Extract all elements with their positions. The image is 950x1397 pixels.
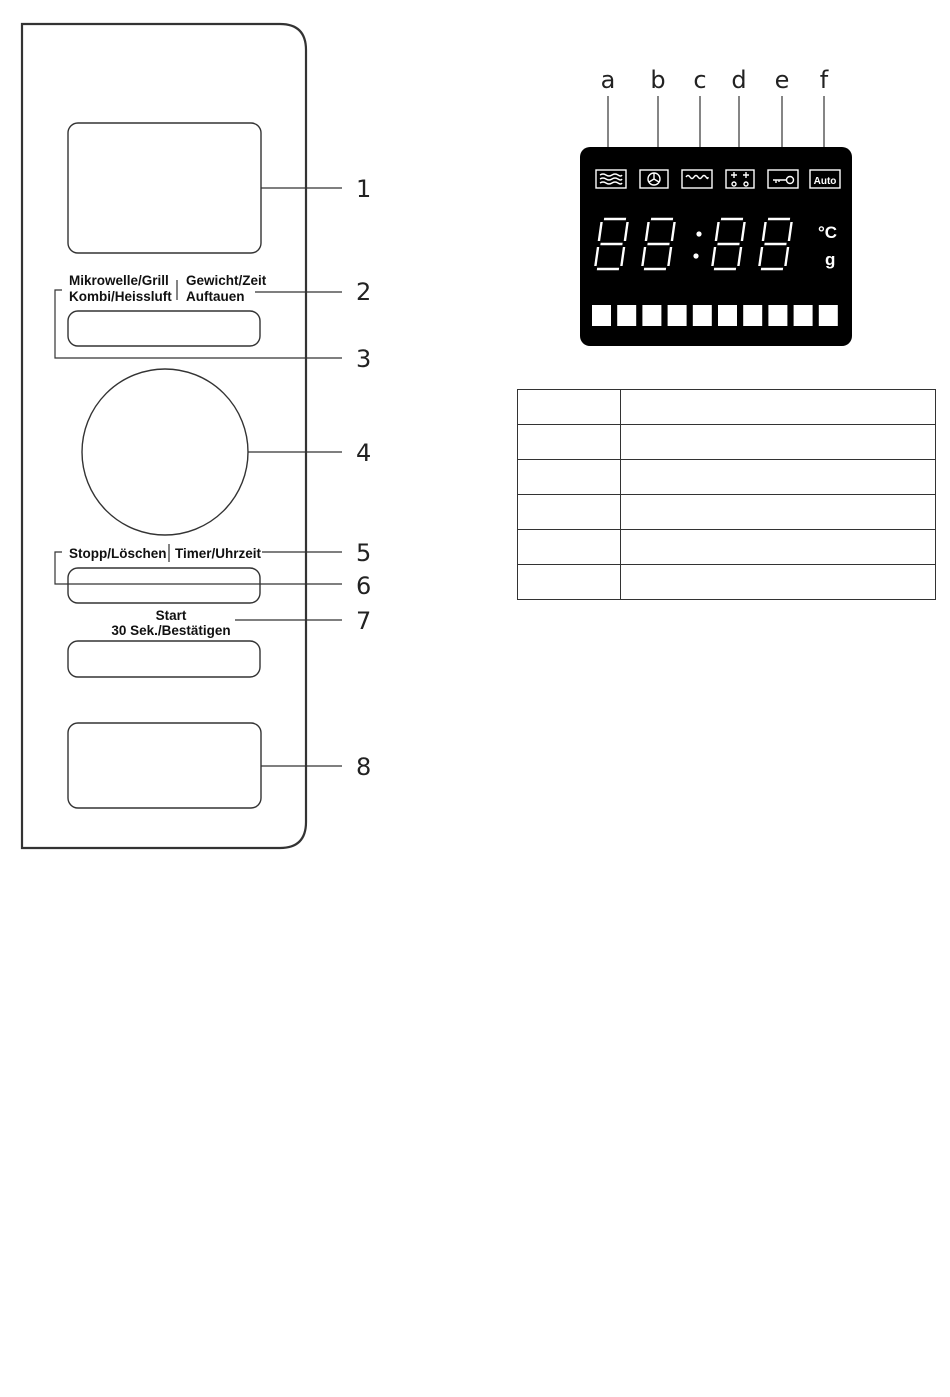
digit-colon-bottom	[693, 253, 698, 258]
letter-a: a	[600, 66, 616, 94]
legend-key-cell	[518, 565, 621, 600]
legend-key-cell	[518, 390, 621, 425]
legend-row	[518, 425, 936, 460]
start-label-line1: Start	[155, 608, 187, 623]
legend-key-cell	[518, 425, 621, 460]
lcd-bar-block	[794, 305, 813, 326]
lcd-bar-block	[768, 305, 787, 326]
lcd-bar-block	[743, 305, 762, 326]
stop-label: Stopp/Löschen	[69, 546, 167, 561]
lcd-bar-block	[718, 305, 737, 326]
start-button[interactable]	[68, 641, 260, 677]
lcd-bar-block	[642, 305, 661, 326]
legend-row	[518, 495, 936, 530]
legend-key-cell	[518, 460, 621, 495]
legend-key-cell	[518, 530, 621, 565]
weight-label-line2: Auftauen	[186, 289, 245, 304]
legend-table	[517, 389, 936, 600]
legend-desc-cell	[621, 425, 936, 460]
legend-key-cell	[518, 495, 621, 530]
letter-d: d	[731, 66, 747, 94]
legend-row	[518, 460, 936, 495]
callout-8: 8	[356, 753, 372, 781]
lcd-bar-block	[693, 305, 712, 326]
rotary-knob[interactable]	[82, 369, 248, 535]
lcd-bar-block	[668, 305, 687, 326]
legend-desc-cell	[621, 565, 936, 600]
letter-f: f	[819, 66, 829, 94]
callout-3: 3	[356, 345, 372, 373]
legend-desc-cell	[621, 495, 936, 530]
control-panel-outline	[22, 24, 306, 848]
start-label-line2: 30 Sek./Bestätigen	[111, 623, 231, 638]
digit-colon-top	[696, 231, 701, 236]
letter-e: e	[774, 66, 790, 94]
legend-desc-cell	[621, 460, 936, 495]
callout-1: 1	[356, 175, 372, 203]
stop-timer-button[interactable]	[68, 568, 260, 603]
legend-desc-cell	[621, 530, 936, 565]
callout-4: 4	[356, 439, 372, 467]
legend-row	[518, 530, 936, 565]
lcd-bar-block	[819, 305, 838, 326]
auto-icon-text: Auto	[813, 176, 837, 187]
legend-desc-cell	[621, 390, 936, 425]
mode-label-line2: Kombi/Heissluft	[69, 289, 172, 304]
callout-5: 5	[356, 539, 372, 567]
display-letters	[601, 66, 829, 94]
lcd-bar-block	[617, 305, 636, 326]
legend-row	[518, 390, 936, 425]
letter-c: c	[693, 66, 707, 94]
door-release-button[interactable]	[68, 723, 261, 808]
unit-gram: g	[825, 250, 836, 269]
mode-weight-button[interactable]	[68, 311, 260, 346]
callout-2: 2	[356, 278, 372, 306]
unit-celsius: °C	[818, 223, 838, 242]
weight-label-line1: Gewicht/Zeit	[186, 273, 267, 288]
callout-7: 7	[356, 607, 372, 635]
legend-row	[518, 565, 936, 600]
callout-6: 6	[356, 572, 372, 600]
letter-b: b	[650, 66, 666, 94]
panel-display-window	[68, 123, 261, 253]
timer-label: Timer/Uhrzeit	[175, 546, 262, 561]
lcd-bar-block	[592, 305, 611, 326]
mode-label-line1: Mikrowelle/Grill	[69, 273, 169, 288]
